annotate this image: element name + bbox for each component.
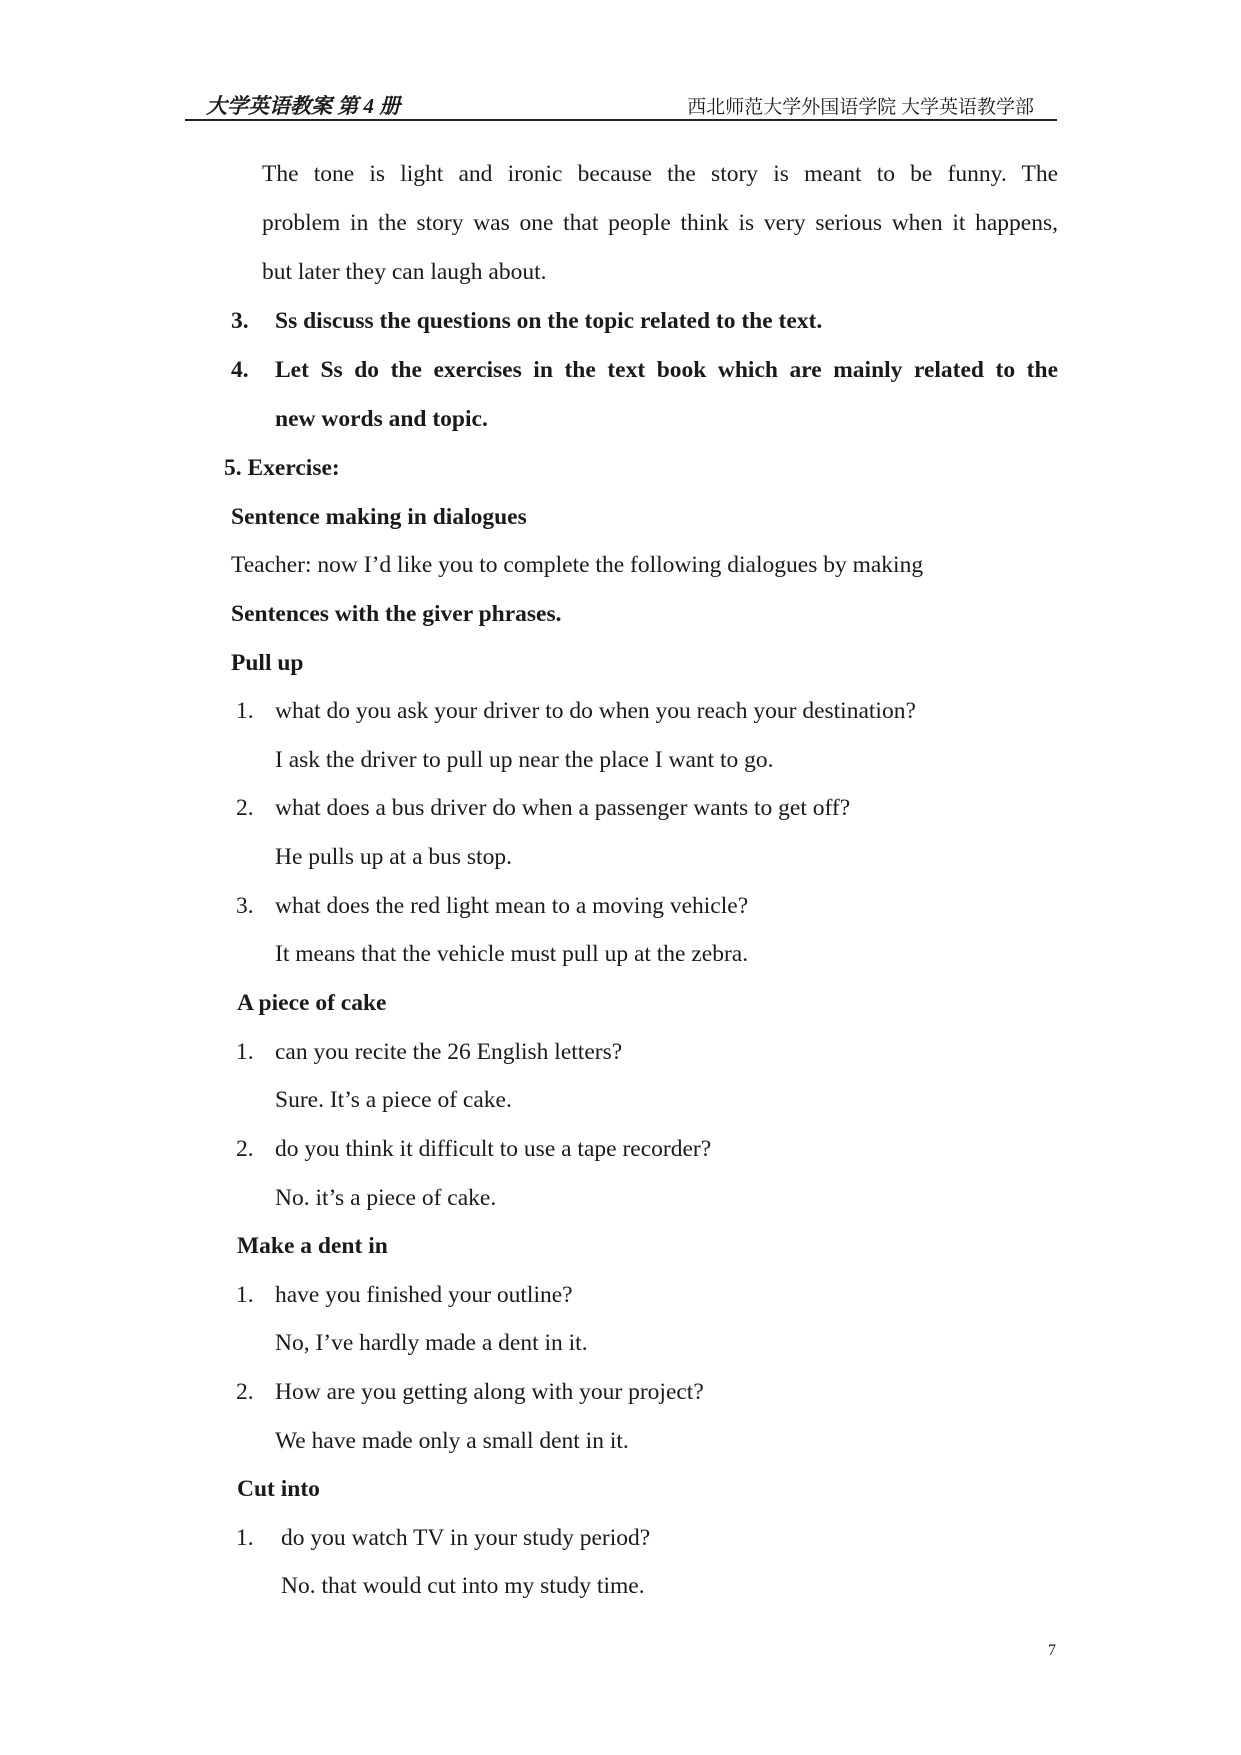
question-text: what does the red light mean to a moving vehicle?	[275, 893, 749, 919]
item-number: 1.	[236, 698, 254, 724]
step-number: 3.	[231, 308, 249, 334]
page-number: 7	[1048, 1642, 1056, 1659]
step-text: new words and topic.	[275, 406, 488, 432]
answer-text: No. it’s a piece of cake.	[275, 1185, 497, 1211]
answer-text: It means that the vehicle must pull up at the zebra.	[275, 941, 749, 967]
page-header-right: 西北师范大学外国语学院 大学英语教学部	[687, 97, 1034, 118]
question-text: do you watch TV in your study period?	[281, 1525, 651, 1551]
question-text: do you think it difficult to use a tape recorder?	[275, 1136, 712, 1162]
item-number: 1.	[236, 1039, 254, 1065]
question-text: what does a bus driver do when a passenger wants to get off?	[275, 795, 851, 821]
answer-text: I ask the driver to pull up near the place I want to go.	[275, 747, 774, 773]
item-number: 3.	[236, 893, 254, 919]
question-text: what do you ask your driver to do when you reach your destination?	[275, 698, 916, 724]
phrase-heading: Make a dent in	[237, 1233, 388, 1259]
intro-line: but later they can laugh about.	[262, 259, 547, 285]
question-text: have you finished your outline?	[275, 1282, 573, 1308]
phrase-heading: A piece of cake	[237, 990, 387, 1016]
teacher-instruction: Teacher: now I’d like you to complete the following dialogues by making	[231, 552, 924, 578]
item-number: 2.	[236, 1136, 254, 1162]
page-header-left: 大学英语教案 第 4 册	[206, 94, 401, 118]
question-text: How are you getting along with your project?	[275, 1379, 704, 1405]
answer-text: No, I’ve hardly made a dent in it.	[275, 1330, 588, 1356]
item-number: 1.	[236, 1282, 254, 1308]
question-text: can you recite the 26 English letters?	[275, 1039, 623, 1065]
answer-text: We have made only a small dent in it.	[275, 1428, 629, 1454]
phrase-heading: Pull up	[231, 650, 304, 676]
answer-text: He pulls up at a bus stop.	[275, 844, 512, 870]
phrase-heading: Cut into	[237, 1476, 320, 1502]
instruction-line: Sentences with the giver phrases.	[231, 601, 562, 627]
step-number: 4.	[231, 357, 249, 383]
step-text: Let Ss do the exercises in the text book which are mainly related to the	[275, 357, 1058, 383]
exercise-heading: 5. Exercise:	[224, 455, 340, 481]
header-rule	[185, 119, 1057, 121]
section-heading: Sentence making in dialogues	[231, 504, 527, 530]
intro-line: The tone is light and ironic because the story is meant to be funny. The	[262, 161, 1058, 187]
item-number: 2.	[236, 1379, 254, 1405]
step-text: Ss discuss the questions on the topic related to the text.	[275, 308, 823, 334]
item-number: 2.	[236, 795, 254, 821]
item-number: 1.	[236, 1525, 254, 1551]
answer-text: Sure. It’s a piece of cake.	[275, 1087, 512, 1113]
intro-line: problem in the story was one that people think is very serious when it happens,	[262, 210, 1058, 236]
answer-text: No. that would cut into my study time.	[281, 1573, 645, 1599]
